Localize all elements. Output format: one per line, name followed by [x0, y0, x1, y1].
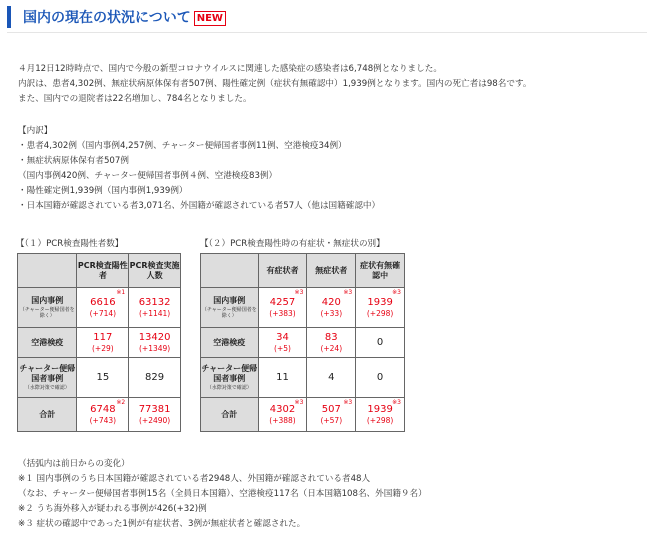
row-label	[201, 288, 259, 328]
heading-divider	[7, 32, 647, 33]
cell-value: 6616	[90, 296, 116, 308]
section-heading	[7, 6, 637, 28]
cell-delta: (+383)	[269, 308, 296, 318]
cell-value: 1939	[367, 296, 393, 308]
table1-row-charter	[18, 358, 181, 398]
breakdown-line-3: （国内事例420例、チャーター便帰国者事例４例、空港検疫83例）	[18, 171, 278, 181]
intro-paragraph	[18, 62, 531, 107]
table1-row-total	[18, 398, 181, 432]
row-label-text: 国内事例	[31, 296, 64, 305]
breakdown-line-4: ・陽性確定例1,939例（国内事例1,939例）	[18, 186, 188, 196]
pcr-positive-table	[17, 253, 181, 432]
table-cell	[307, 358, 356, 398]
table2-row-charter	[201, 358, 405, 398]
row-label	[18, 288, 77, 328]
cell-delta: (+298)	[366, 308, 394, 318]
cell-delta: (+5)	[274, 343, 291, 353]
table-cell	[356, 398, 405, 432]
table-cell	[258, 288, 307, 328]
cell-delta: (+29)	[91, 343, 114, 353]
notes-line-5: ※３ 症状の確認中であった1例が有症状者、3例が無症状者と確認された。	[18, 519, 306, 529]
notes-line-3: （なお、チャーター便帰国者事例15名（全員日本国籍）、空港検疫117名（日本国籍108名、外国籍９名）	[18, 489, 427, 499]
footnote-mark: ※3	[294, 289, 304, 296]
cell-value: 420	[321, 296, 341, 308]
new-badge: NEW	[194, 11, 226, 26]
cell-value: 11	[276, 371, 289, 383]
cell-delta: (+57)	[320, 415, 343, 425]
table-cell	[129, 358, 181, 398]
cell-value: 507	[321, 403, 341, 415]
cell-value: 15	[96, 371, 110, 383]
table1-col-positive: PCR検査陽性者	[77, 254, 129, 288]
table-cell	[129, 398, 181, 432]
notes-line-2: ※１ 国内事例のうち日本国籍が確認されている者2948人、外国籍が確認されている者48人	[18, 474, 371, 484]
table-cell	[258, 358, 307, 398]
table-cell	[77, 358, 129, 398]
table2-row-airport	[201, 328, 405, 358]
table-cell	[77, 288, 129, 328]
cell-value: 4	[328, 371, 335, 383]
table-cell	[356, 328, 405, 358]
intro-line-2: 内訳は、患者4,302例、無症状病原体保有者507例、陽性確定例（症状有無確認中）1,939例となります。国内の死亡者は98名です。	[18, 79, 532, 89]
notes-line-4: ※２ うち海外移入が疑われる事例が426(+32)例	[18, 504, 207, 514]
row-label-sub: （水際対策で確認）	[24, 385, 70, 391]
breakdown-line-1: ・患者4,302例（国内事例4,257例、チャーター便帰国者事例11例、空港検疫34例）	[18, 141, 347, 151]
notes-section	[18, 457, 427, 532]
breakdown-section	[18, 124, 380, 214]
table-cell	[356, 358, 405, 398]
table-cell	[77, 398, 129, 432]
page-title	[23, 7, 226, 27]
table-cell	[129, 288, 181, 328]
footnote-mark: ※3	[343, 399, 353, 406]
cell-delta: (+1141)	[138, 308, 171, 318]
cell-value: 117	[93, 331, 113, 343]
symptom-status-table	[200, 253, 405, 432]
table1-corner	[18, 254, 77, 288]
row-label: 合計	[18, 398, 77, 432]
cell-value: 13420	[138, 331, 171, 343]
cell-value: 4302	[269, 403, 296, 415]
cell-value: 83	[324, 331, 338, 343]
table1-row-domestic	[18, 288, 181, 328]
row-label-text: チャーター便帰国者事例	[19, 364, 76, 383]
footnote-mark: ※3	[343, 289, 353, 296]
heading-accent-bar	[7, 6, 11, 28]
cell-delta: (+33)	[320, 308, 343, 318]
cell-value: 0	[376, 336, 384, 348]
cell-delta: (+743)	[89, 415, 117, 425]
row-label: 合計	[201, 398, 259, 432]
table-cell	[129, 328, 181, 358]
footnote-mark: ※1	[116, 289, 126, 296]
breakdown-line-2: ・無症状病原体保有者507例	[18, 156, 129, 166]
footnote-mark: ※3	[392, 289, 401, 296]
row-label: 空港検疫	[201, 328, 259, 358]
cell-value: 34	[276, 331, 289, 343]
footnote-mark: ※3	[392, 399, 401, 406]
table-cell	[258, 328, 307, 358]
breakdown-line-5: ・日本国籍が確認されている者3,071名、外国籍が確認されている者57人（他は国籍確認中）	[18, 201, 381, 211]
table2-corner	[201, 254, 259, 288]
cell-delta: (+298)	[366, 415, 394, 425]
intro-line-3: また、国内での退院者は22名増加し、784名となりました。	[18, 94, 252, 104]
row-label	[18, 358, 77, 398]
cell-value: 0	[376, 371, 384, 383]
row-label-text: チャーター便帰国者事例	[201, 364, 258, 383]
cell-value: 77381	[138, 403, 171, 415]
intro-line-1: ４月12日12時時点で、国内で今般の新型コロナウイルスに関連した感染症の感染者は6,748例となりました。	[18, 64, 442, 74]
row-label-sub: （チャーター便帰国者を除く）	[201, 307, 257, 319]
table2-col-symptomatic: 有症状者	[258, 254, 307, 288]
row-label-sub: （水際対策で確認）	[206, 385, 252, 391]
row-label	[201, 358, 259, 398]
table2-row-domestic	[201, 288, 405, 328]
row-label-sub: （チャーター便帰国者を除く）	[19, 307, 75, 319]
breakdown-heading: 【内訳】	[18, 126, 53, 136]
footnote-mark: ※2	[116, 399, 126, 406]
cell-value: 829	[145, 371, 165, 383]
page-title-text: 国内の現在の状況について	[23, 10, 191, 26]
table2-col-checking: 症状有無確認中	[356, 254, 405, 288]
row-label: 空港検疫	[18, 328, 77, 358]
table1-row-airport	[18, 328, 181, 358]
table1-caption: 【（１）PCR検査陽性者数】	[16, 239, 124, 249]
cell-delta: (+1349)	[138, 343, 171, 353]
table2-row-total	[201, 398, 405, 432]
table-cell	[307, 398, 356, 432]
table2-caption: 【（２）PCR検査陽性時の有症状・無症状の別】	[200, 239, 385, 249]
table2-col-asymptomatic: 無症状者	[307, 254, 356, 288]
cell-delta: (+388)	[269, 415, 296, 425]
footnote-mark: ※3	[294, 399, 304, 406]
table-cell	[307, 288, 356, 328]
cell-delta: (+2490)	[138, 415, 171, 425]
cell-delta: (+714)	[89, 308, 117, 318]
cell-value: 63132	[138, 296, 171, 308]
notes-line-1: （括弧内は前日からの変化）	[18, 459, 130, 469]
table-cell	[307, 328, 356, 358]
table-cell	[356, 288, 405, 328]
row-label-text: 国内事例	[213, 296, 246, 305]
cell-delta: (+24)	[320, 343, 343, 353]
cell-value: 4257	[269, 296, 296, 308]
table-cell	[77, 328, 129, 358]
cell-value: 1939	[367, 403, 393, 415]
table-cell	[258, 398, 307, 432]
table1-col-tested: PCR検査実施人数	[129, 254, 181, 288]
cell-value: 6748	[90, 403, 116, 415]
